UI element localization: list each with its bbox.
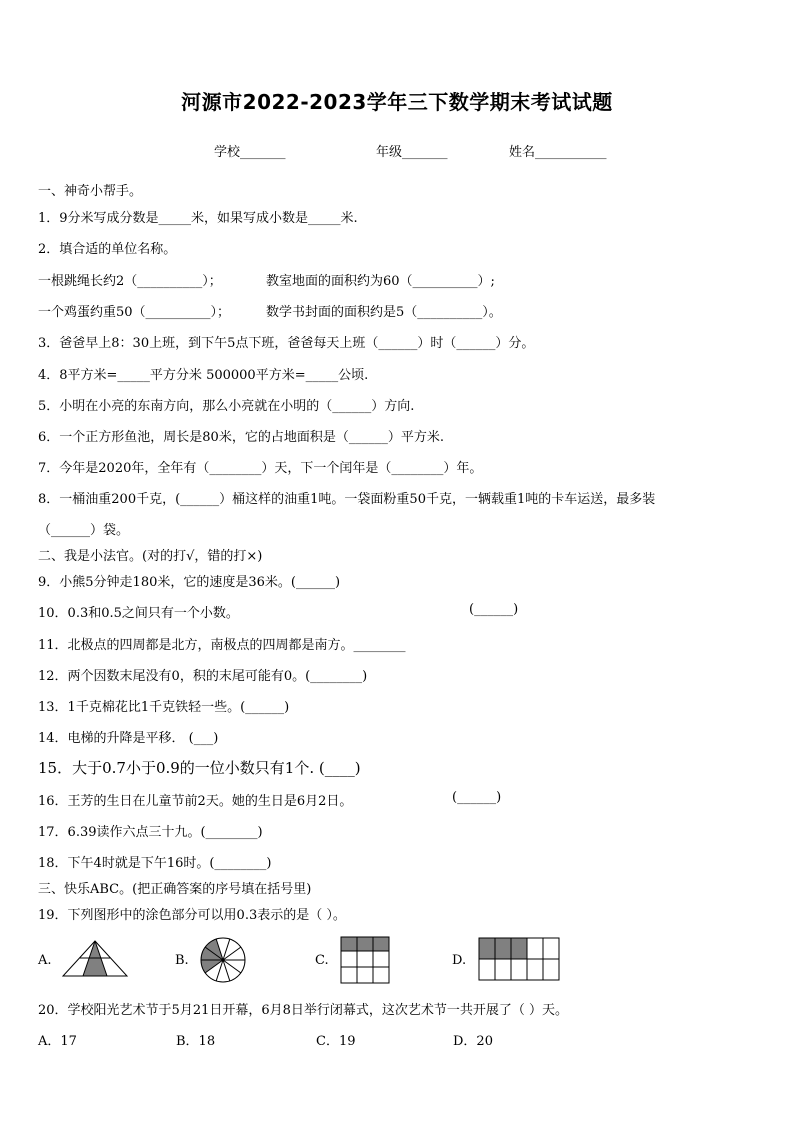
question-9: 9．小熊5分钟走180米，它的速度是36米。(______) (38, 575, 341, 590)
school-field: 学校_______ (214, 145, 286, 160)
name-field: 姓名___________ (509, 145, 607, 160)
question-1: 1．9分米写成分数是_____米，如果写成小数是_____米. (38, 211, 358, 226)
question-8-line-2: （______）袋。 (38, 523, 130, 538)
circle-sectors (201, 938, 245, 982)
q19-option-a-label: A. (38, 953, 52, 968)
question-16: 16．王芳的生日在儿童节前2天。她的生日是6月2日。 (38, 794, 353, 809)
question-19: 19．下列图形中的涂色部分可以用0.3表示的是（ ）。 (38, 908, 346, 923)
question-10: 10．0.3和0.5之间只有一个小数。 (38, 606, 239, 621)
question-17: 17．6.39读作六点三十九。(________) (38, 825, 263, 840)
question-7: 7．今年是2020年，全年有（________）天，下一个闰年是（________）年。 (38, 461, 483, 476)
question-2: 2．填合适的单位名称。 (38, 242, 177, 257)
section-2-heading: 二、我是小法官。(对的打√，错的打×) (38, 549, 263, 564)
grade-field: 年级_______ (376, 145, 448, 160)
q19-option-b-circle-figure (200, 937, 246, 983)
q20-option-a: A．17 (38, 1034, 77, 1049)
q19-option-d-grid-figure (478, 937, 560, 981)
question-2-item-b: 教室地面的面积约为60（__________）; (266, 274, 495, 289)
question-16-blank: (______) (452, 790, 502, 805)
question-4: 4．8平方米=_____平方分米 500000平方米=_____公顷. (38, 368, 369, 383)
question-6: 6．一个正方形鱼池，周长是80米，它的占地面积是（______）平方米. (38, 430, 444, 445)
q20-option-d: D．20 (453, 1034, 493, 1049)
question-13: 13．1千克棉花比1千克铁轻一些。(______) (38, 700, 290, 715)
section-1-heading: 一、神奇小帮手。 (38, 184, 143, 199)
question-15: 15．大于0.7小于0.9的一位小数只有1个. (____) (38, 759, 361, 777)
question-12: 12．两个因数末尾没有0，积的末尾可能有0。(________) (38, 669, 368, 684)
q19-option-b-label: B. (175, 953, 189, 968)
q20-option-b: B．18 (176, 1034, 216, 1049)
question-2-item-c: 一个鸡蛋约重50（__________）； (38, 305, 231, 320)
question-14: 14．电梯的升降是平移． (___) (38, 731, 219, 746)
page-title: 河源市2022-2023学年三下数学期末考试试题 (181, 90, 613, 114)
question-11: 11．北极点的四周都是北方，南极点的四周都是南方。________ (38, 638, 406, 653)
question-2-item-d: 数学书封面的面积约是5（__________）。 (266, 305, 502, 320)
grid-c-shaded-row (341, 937, 389, 951)
question-2-item-a: 一根跳绳长约2（__________）； (38, 274, 222, 289)
q19-option-a-triangle-figure (62, 939, 128, 977)
question-18: 18．下午4时就是下午16时。(________) (38, 856, 272, 871)
question-3: 3．爸爸早上8：30上班，到下午5点下班，爸爸每天上班（______）时（______）分。 (38, 336, 535, 351)
question-20: 20．学校阳光艺术节于5月21日开幕，6月8日举行闭幕式，这次艺术节一共开展了（ ）天。 (38, 1003, 569, 1018)
grid-d-shaded-cells (479, 938, 527, 959)
question-5: 5．小明在小亮的东南方向，那么小亮就在小明的（______）方向. (38, 399, 415, 414)
section-3-heading: 三、快乐ABC。(把正确答案的序号填在括号里) (38, 882, 312, 897)
q19-option-d-label: D. (452, 953, 467, 968)
q19-option-c-grid-figure (340, 936, 390, 984)
q20-option-c: C．19 (316, 1034, 356, 1049)
q19-option-c-label: C. (315, 953, 329, 968)
question-10-blank: (______) (469, 602, 519, 617)
question-8-line-1: 8．一桶油重200千克，(______）桶这样的油重1吨。一袋面粉重50千克，一辆载重1吨的卡车运送，最多装 (38, 492, 656, 507)
